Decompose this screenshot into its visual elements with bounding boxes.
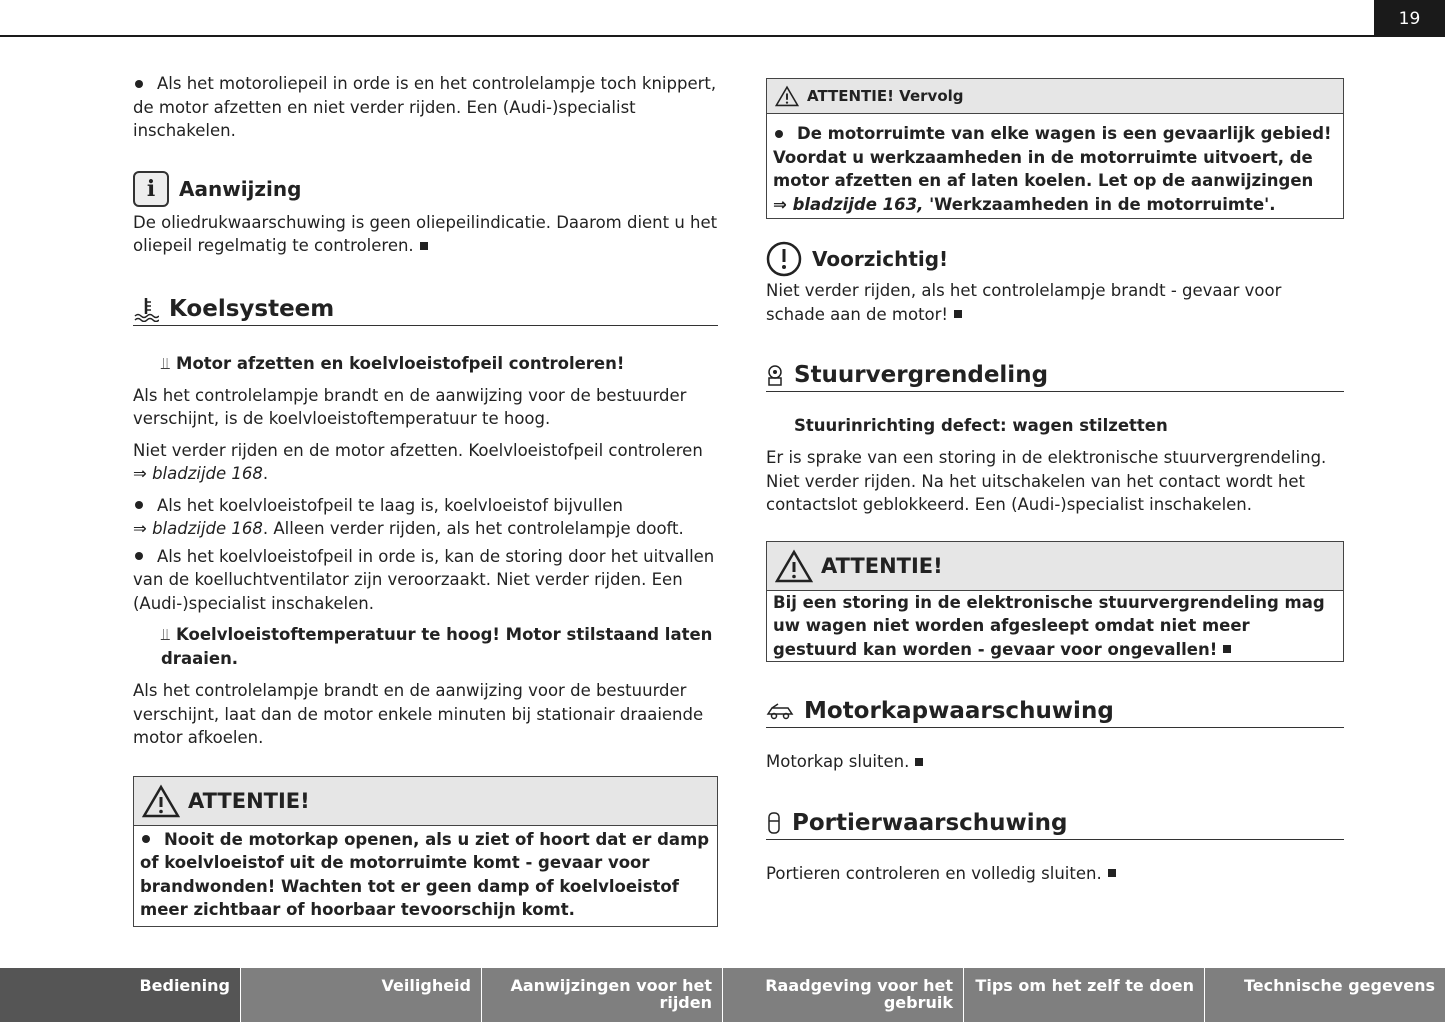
section-title-portier: Portierwaarschuwing bbox=[766, 810, 1344, 840]
end-square-icon bbox=[420, 242, 428, 250]
door-open-icon bbox=[766, 811, 782, 835]
page-link[interactable]: ⇒ bladzijde 163, bbox=[773, 194, 924, 214]
section-title-stuurvergrendeling: Stuurvergrendeling bbox=[766, 362, 1344, 392]
bullet-icon bbox=[135, 80, 143, 88]
warning-triangle-icon bbox=[775, 549, 813, 583]
end-square-icon bbox=[915, 758, 923, 766]
paragraph-2: Niet verder rijden en de motor afzetten. Koelvloeistofpeil controleren ⇒ bladzijde 168. bbox=[133, 440, 703, 483]
warning-triangle-icon bbox=[775, 85, 799, 107]
coolant-temperature-icon: ⫫ bbox=[161, 625, 171, 644]
footer-tab-gebruik[interactable]: Raadgeving voor het gebruik bbox=[723, 968, 964, 1022]
section-title-koelsysteem: Koelsysteem bbox=[133, 296, 718, 326]
footer-tab-veiligheid[interactable]: Veiligheid bbox=[241, 968, 482, 1022]
subheading-stuurinrichting: Stuurinrichting defect: wagen stilzetten bbox=[794, 416, 1168, 435]
warning-box bbox=[133, 776, 718, 927]
coolant-temperature-icon bbox=[133, 296, 159, 322]
warning-continued-text: De motorruimte van elke wagen is een gevaarlijk gebied! Voordat u werkzaamheden in de motorruimte uitvoert, de motor afzetten en af laten koelen. Let op de aanwijzingen ⇒ bladzijde 163, 'Werkzaamheden in de motorruimte'. bbox=[773, 124, 1332, 214]
steer-text: Er is sprake van een storing in de elektronische stuurvergrendeling. Niet verder rijden. Na het uitschakelen van het contact wordt het contactslot geblokkeerd. Een (Audi-)specialist inschakelen. bbox=[766, 448, 1327, 514]
hood-open-icon bbox=[766, 702, 794, 720]
note-text: De oliedrukwaarschuwing is geen oliepeilindicatie. Daarom dient u het oliepeil regelmatig te controleren. bbox=[133, 212, 718, 255]
warning-2-header: ATTENTIE! bbox=[767, 542, 1343, 591]
door-text: Portieren controleren en volledig sluiten. bbox=[766, 862, 1344, 886]
bullet-2: Als het koelvloeistofpeil in orde is, kan de storing door het uitvallen van de koelluchtventilator zijn veroorzaakt. Niet verder rijden. Een (Audi-)specialist inschakelen. bbox=[133, 546, 715, 613]
caution-exclamation-icon bbox=[766, 241, 802, 277]
warning-continued-box bbox=[766, 78, 1344, 219]
bullet-icon bbox=[142, 835, 150, 843]
warning-triangle-icon bbox=[142, 784, 180, 818]
footer-tab-tips[interactable]: Tips om het zelf te doen bbox=[964, 968, 1205, 1022]
page-number: 19 bbox=[1374, 0, 1445, 37]
left-column bbox=[133, 60, 718, 927]
caution-text: Niet verder rijden, als het controlelampje brandt - gevaar voor schade aan de motor! bbox=[766, 281, 1282, 324]
right-column bbox=[766, 78, 1344, 885]
warning-text: Nooit de motorkap openen, als u ziet of hoort dat er damp of koelvloeistof uit de motorruimte komt - gevaar voor brandwonden! Wachten tot er geen damp of koelvloeistof meer zichtbaar of hoorbaar tevoorschijn komt. bbox=[140, 829, 710, 919]
footer-tab-technische-gegevens[interactable]: Technische gegevens bbox=[1205, 968, 1445, 1022]
caution-heading: Voorzichtig! bbox=[766, 241, 1344, 277]
bullet-icon bbox=[135, 501, 143, 509]
warning-header: ATTENTIE! bbox=[134, 777, 717, 826]
bullet-icon bbox=[775, 130, 783, 138]
header-rule bbox=[0, 35, 1445, 37]
coolant-temperature-icon: ⫫ bbox=[161, 353, 171, 373]
steering-lock-icon bbox=[766, 364, 784, 386]
page-link[interactable]: ⇒ bladzijde 168 bbox=[133, 464, 263, 483]
footer-tab-bediening[interactable]: Bediening bbox=[0, 968, 241, 1022]
caution-block bbox=[766, 241, 1344, 326]
subheading-motor-afzetten: ⫫ Motor afzetten en koelvloeistofpeil controleren! bbox=[161, 353, 625, 373]
hood-text: Motorkap sluiten. bbox=[766, 750, 1344, 774]
info-icon: i bbox=[133, 171, 169, 207]
warning-2-text: Bij een storing in de elektronische stuurvergrendeling mag uw wagen niet worden afgesleept omdat niet meer gestuurd kan worden - gevaar voor ongevallen! bbox=[773, 592, 1325, 659]
warning-box-2 bbox=[766, 541, 1344, 663]
bullet-icon bbox=[135, 552, 143, 560]
end-square-icon bbox=[954, 310, 962, 318]
footer-nav bbox=[0, 968, 1445, 1022]
subheading-temperatuur: ⫫ Koelvloeistoftemperatuur te hoog! Motor stilstaand laten draaien. bbox=[161, 625, 713, 668]
footer-tab-rijden[interactable]: Aanwijzingen voor het rijden bbox=[482, 968, 723, 1022]
page-link[interactable]: ⇒ bladzijde 168 bbox=[133, 519, 263, 538]
section-title-motorkap: Motorkapwaarschuwing bbox=[766, 698, 1344, 728]
warning-continued-header: ATTENTIE! Vervolg bbox=[767, 79, 1343, 114]
note-heading: i Aanwijzing bbox=[133, 171, 718, 207]
end-square-icon bbox=[1223, 645, 1231, 653]
end-square-icon bbox=[1108, 869, 1116, 877]
bullet-1: Als het koelvloeistofpeil te laag is, koelvloeistof bijvullen ⇒ bladzijde 168. Alleen verder rijden, als het controlelampje dooft. bbox=[133, 495, 684, 538]
paragraph-3: Als het controlelampje brandt en de aanwijzing voor de bestuurder verschijnt, laat dan de motor enkele minuten bij stationair draaiende motor afkoelen. bbox=[133, 681, 704, 747]
paragraph-1: Als het controlelampje brandt en de aanwijzing voor de bestuurder verschijnt, is de koelvloeistoftemperatuur te hoog. bbox=[133, 385, 687, 428]
note-block bbox=[133, 171, 718, 258]
intro-bullet: Als het motoroliepeil in orde is en het controlelampje toch knippert, de motor afzetten en niet verder rijden. Een (Audi-)specialist inschakelen. bbox=[133, 74, 717, 140]
